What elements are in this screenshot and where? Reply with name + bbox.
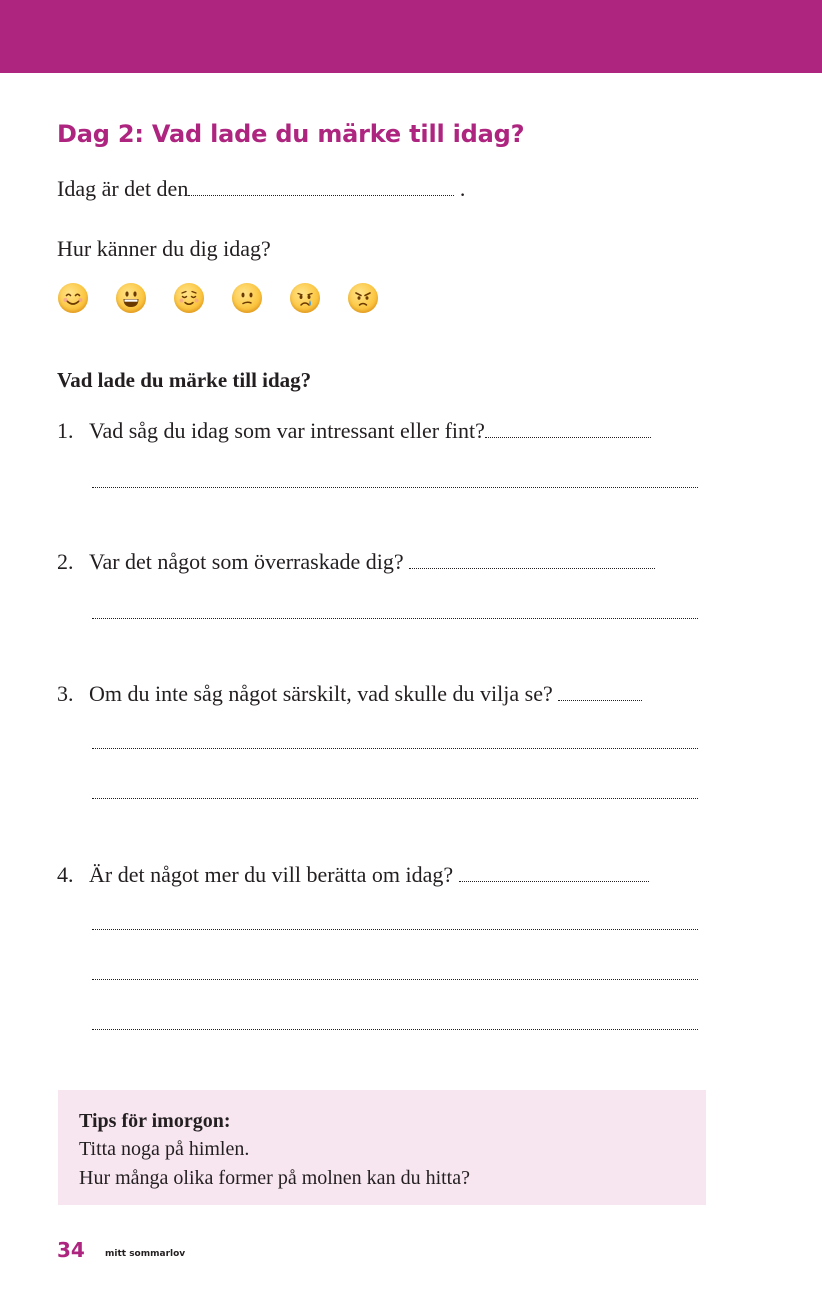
tips-title: Tips för imorgon:: [79, 1110, 231, 1132]
page-number: 34: [57, 1238, 85, 1262]
answer-line[interactable]: [92, 1029, 698, 1030]
book-title: mitt sommarlov: [105, 1249, 186, 1259]
date-prompt-end: .: [459, 176, 466, 201]
question-number: 1.: [57, 418, 74, 443]
angry-face-icon[interactable]: [348, 283, 378, 313]
question-text: Om du inte såg något särskilt, vad skulle du vilja se?: [89, 681, 553, 706]
emoji-row: [58, 283, 378, 313]
confused-face-icon[interactable]: [232, 283, 262, 313]
answer-line[interactable]: [92, 618, 698, 619]
grinning-face-icon[interactable]: [116, 283, 146, 313]
answer-line-inline[interactable]: [485, 437, 651, 438]
date-prompt-label: Idag är det den: [57, 176, 189, 201]
relieved-face-icon[interactable]: [174, 283, 204, 313]
question-number: 4.: [57, 862, 74, 887]
answer-line[interactable]: [92, 929, 698, 930]
question-text: Vad såg du idag som var intressant eller fint?: [89, 418, 485, 443]
feeling-question: Hur känner du dig idag?: [57, 236, 271, 261]
question-text: Var det något som överraskade dig?: [89, 549, 404, 574]
tips-line: Titta noga på himlen.: [79, 1138, 250, 1160]
question-number: 3.: [57, 681, 74, 706]
date-answer-line[interactable]: [188, 195, 454, 196]
question-text: Är det något mer du vill berätta om idag?: [89, 862, 454, 887]
smiling-face-icon[interactable]: [58, 283, 88, 313]
answer-line[interactable]: [92, 748, 698, 749]
section-heading: Vad lade du märke till idag?: [57, 368, 312, 392]
answer-line-inline[interactable]: [459, 881, 649, 882]
crying-face-icon[interactable]: [290, 283, 320, 313]
date-row: [57, 176, 465, 202]
answer-line-inline[interactable]: [558, 700, 642, 701]
tips-box: [58, 1090, 706, 1205]
answer-line[interactable]: [92, 979, 698, 980]
header-band: [0, 0, 822, 73]
tips-line: Hur många olika former på molnen kan du hitta?: [79, 1167, 470, 1189]
question-number: 2.: [57, 549, 74, 574]
answer-line[interactable]: [92, 487, 698, 488]
question-1: [57, 418, 651, 444]
question-3: [57, 681, 642, 707]
answer-line[interactable]: [92, 798, 698, 799]
answer-line-inline[interactable]: [409, 568, 655, 569]
question-4: [57, 862, 649, 888]
question-2: [57, 549, 655, 575]
page-title: Dag 2: Vad lade du märke till idag?: [57, 120, 525, 148]
